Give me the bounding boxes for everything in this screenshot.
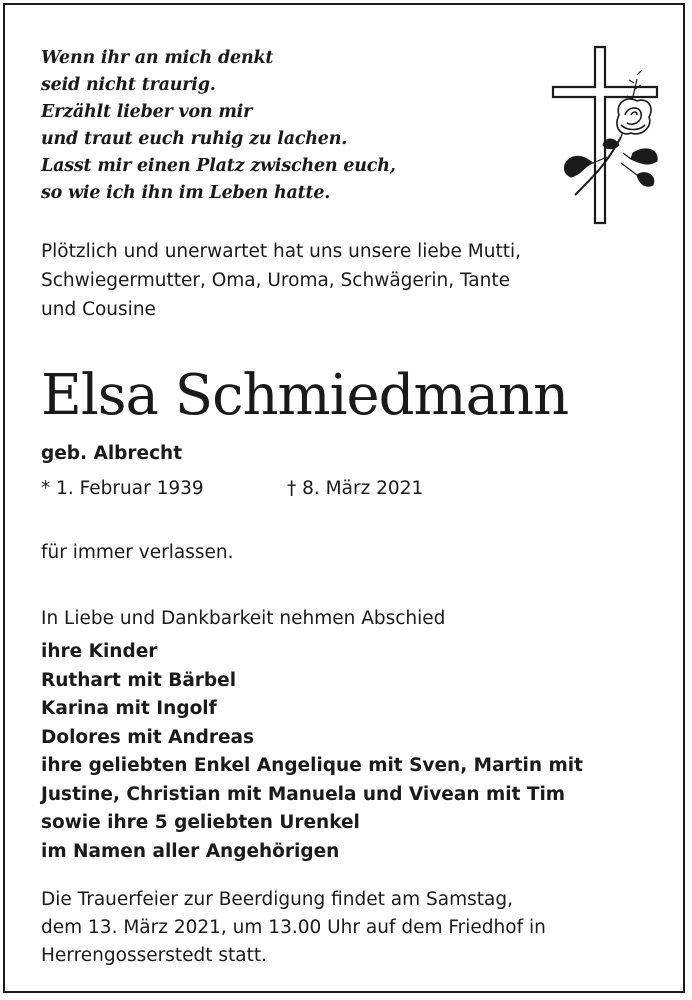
mourner-line: im Namen aller Angehörigen — [41, 840, 340, 862]
maiden-name: geb. Albrecht — [41, 443, 183, 464]
death-date: † 8. März 2021 — [287, 478, 424, 499]
birth-date: * 1. Februar 1939 — [41, 478, 204, 499]
funeral-line: dem 13. März 2021, um 13.00 Uhr auf dem Friedhof in — [41, 917, 546, 938]
intro-line: Plötzlich und unerwartet hat uns unsere liebe Mutti, — [41, 241, 521, 262]
mourner-line: Justine, Christian mit Manuela und Vivean mit Tim — [41, 783, 566, 805]
funeral-line: Die Trauerfeier zur Beerdigung findet am Samstag, — [41, 889, 513, 910]
mourner-line: Dolores mit Andreas — [41, 726, 255, 748]
mourners-list — [41, 638, 661, 866]
cross-with-rose-icon — [545, 45, 665, 230]
mourner-line: ihre geliebten Enkel Angelique mit Sven, Martin mit — [41, 755, 583, 776]
mourner-line: Ruthart mit Bärbel — [41, 669, 237, 691]
poem-line: Lasst mir einen Platz zwischen euch, — [41, 156, 396, 176]
farewell-text: In Liebe und Dankbarkeit nehmen Abschied — [41, 608, 446, 629]
poem-line: Wenn ihr an mich denkt — [41, 48, 274, 68]
poem — [41, 45, 396, 207]
intro-text — [41, 237, 661, 324]
mourner-line: ihre Kinder — [41, 641, 158, 662]
poem-line: Erzählt lieber von mir — [41, 102, 253, 122]
intro-line: Schwiegermutter, Oma, Uroma, Schwägerin, Tante — [41, 270, 510, 291]
poem-line: seid nicht traurig. — [41, 75, 216, 95]
funeral-line: Herrengosserstedt statt. — [41, 945, 267, 966]
deceased-name: Elsa Schmiedmann — [41, 363, 569, 428]
funeral-notice — [41, 886, 661, 970]
intro-line: und Cousine — [41, 299, 156, 320]
left-text: für immer verlassen. — [41, 542, 234, 563]
poem-line: und traut euch ruhig zu lachen. — [41, 129, 348, 149]
mourner-line: sowie ihre 5 geliebten Urenkel — [41, 812, 360, 833]
life-dates — [41, 475, 424, 503]
poem-line: so wie ich ihn im Leben hatte. — [41, 183, 331, 203]
mourner-line: Karina mit Ingolf — [41, 698, 217, 719]
obituary-frame — [3, 3, 685, 993]
